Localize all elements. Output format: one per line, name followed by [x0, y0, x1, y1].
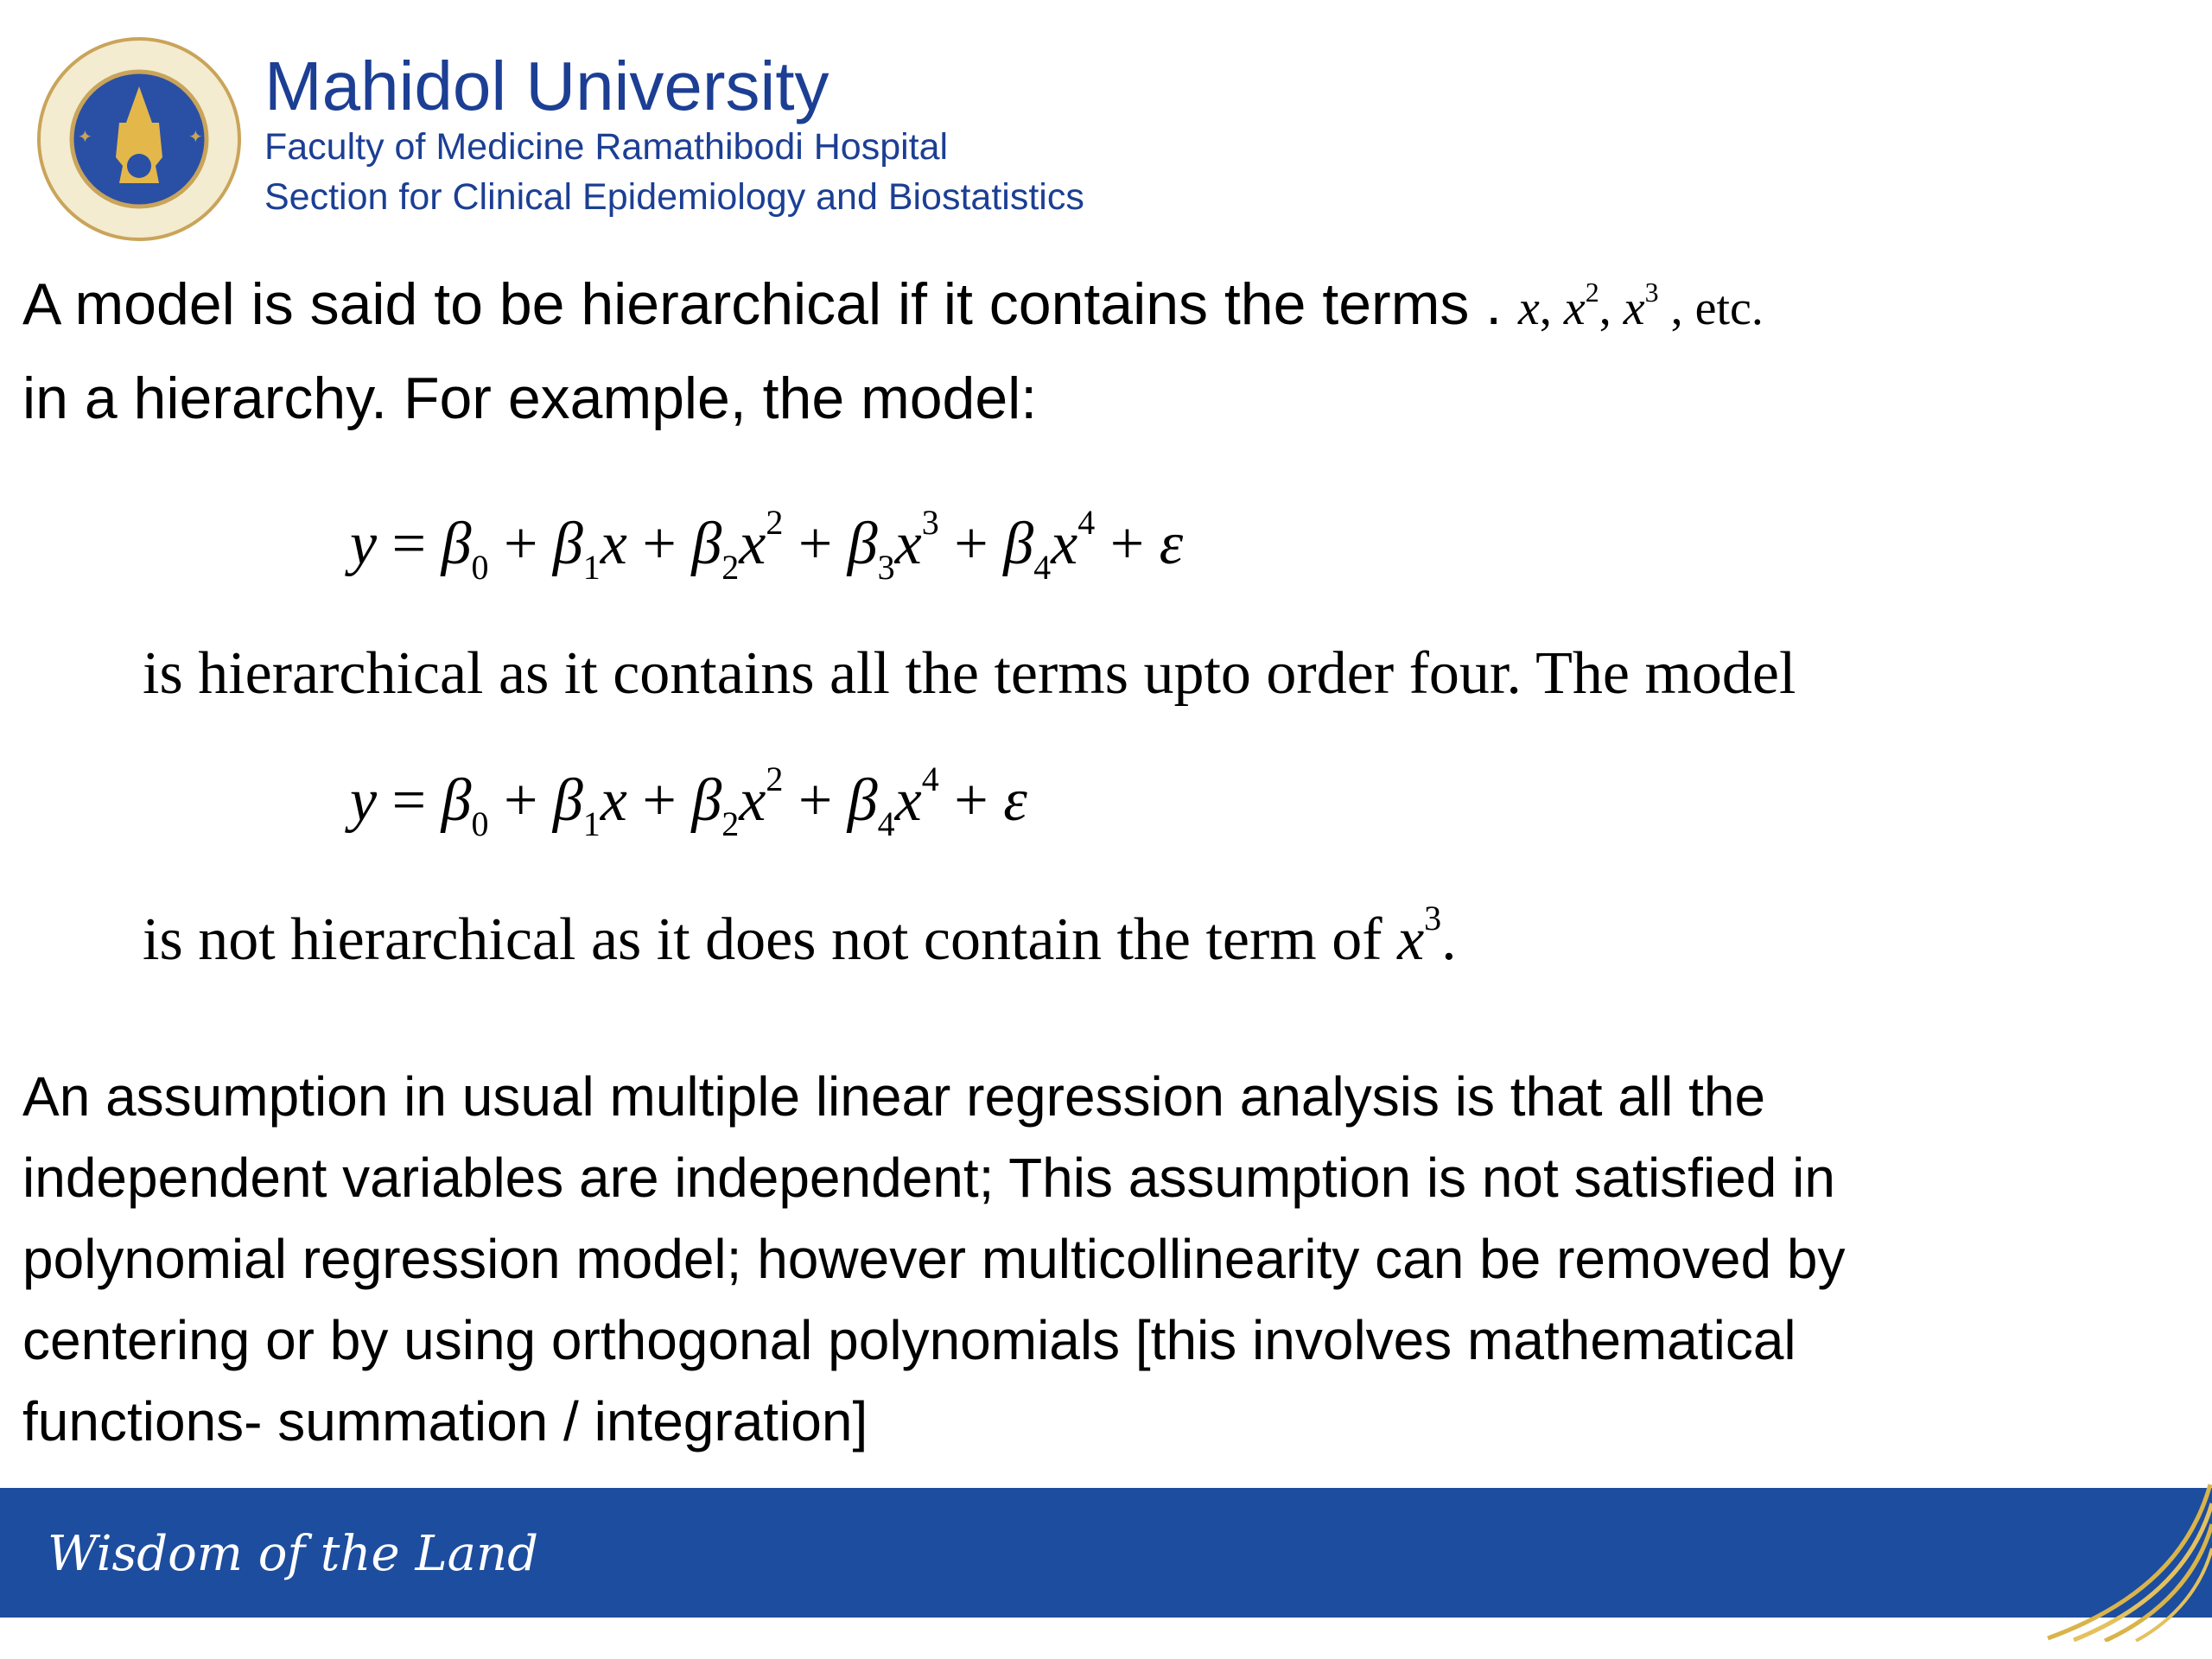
svg-text:✦: ✦	[78, 126, 92, 147]
footer-motto: Wisdom of the Land	[48, 1526, 538, 1582]
hierarchical-statement: is hierarchical as it contains all the terms upto order four. The model	[143, 640, 1796, 707]
svg-text:✦: ✦	[188, 126, 203, 147]
assumption-paragraph	[22, 1056, 2183, 1462]
gold-swoosh-icon	[2022, 1469, 2212, 1642]
mahidol-seal-icon	[36, 36, 242, 242]
section-name: Section for Clinical Epidemiology and Biostatistics	[264, 176, 1084, 218]
footer-band	[0, 1488, 2212, 1618]
faculty-name: Faculty of Medicine Ramathibodi Hospital	[264, 126, 949, 168]
assumption-line: centering or by using orthogonal polynomials [this involves mathematical	[22, 1309, 1796, 1371]
not-hierarchical-statement: is not hierarchical as it does not contain the term of $x^3$.	[143, 899, 1457, 973]
equation-full-model: $y = \beta_0 + \beta_1x + \beta_2x^2 + \beta_3x^3 + \beta_4x^4 + \varepsilon$	[350, 503, 1184, 587]
assumption-line: An assumption in usual multiple linear regression analysis is that all the	[22, 1065, 1766, 1128]
equation-reduced-model: $y = \beta_0 + \beta_1x + \beta_2x^2 + \beta_4x^4 + \varepsilon$	[350, 760, 1027, 843]
intro-text-1: A model is said to be hierarchical if it contains the terms .	[22, 271, 1519, 337]
inline-terms: x, $x^2$, $x^3$ , etc.	[1518, 276, 1764, 335]
assumption-line: polynomial regression model; however multicollinearity can be removed by	[22, 1228, 1846, 1290]
intro-text-2: in a hierarchy. For example, the model:	[22, 365, 1038, 431]
assumption-line: functions- summation / integration]	[22, 1390, 868, 1452]
assumption-line: independent variables are independent; This assumption is not satisfied in	[22, 1147, 1835, 1209]
intro-paragraph	[22, 259, 2165, 443]
university-name: Mahidol University	[264, 48, 830, 124]
